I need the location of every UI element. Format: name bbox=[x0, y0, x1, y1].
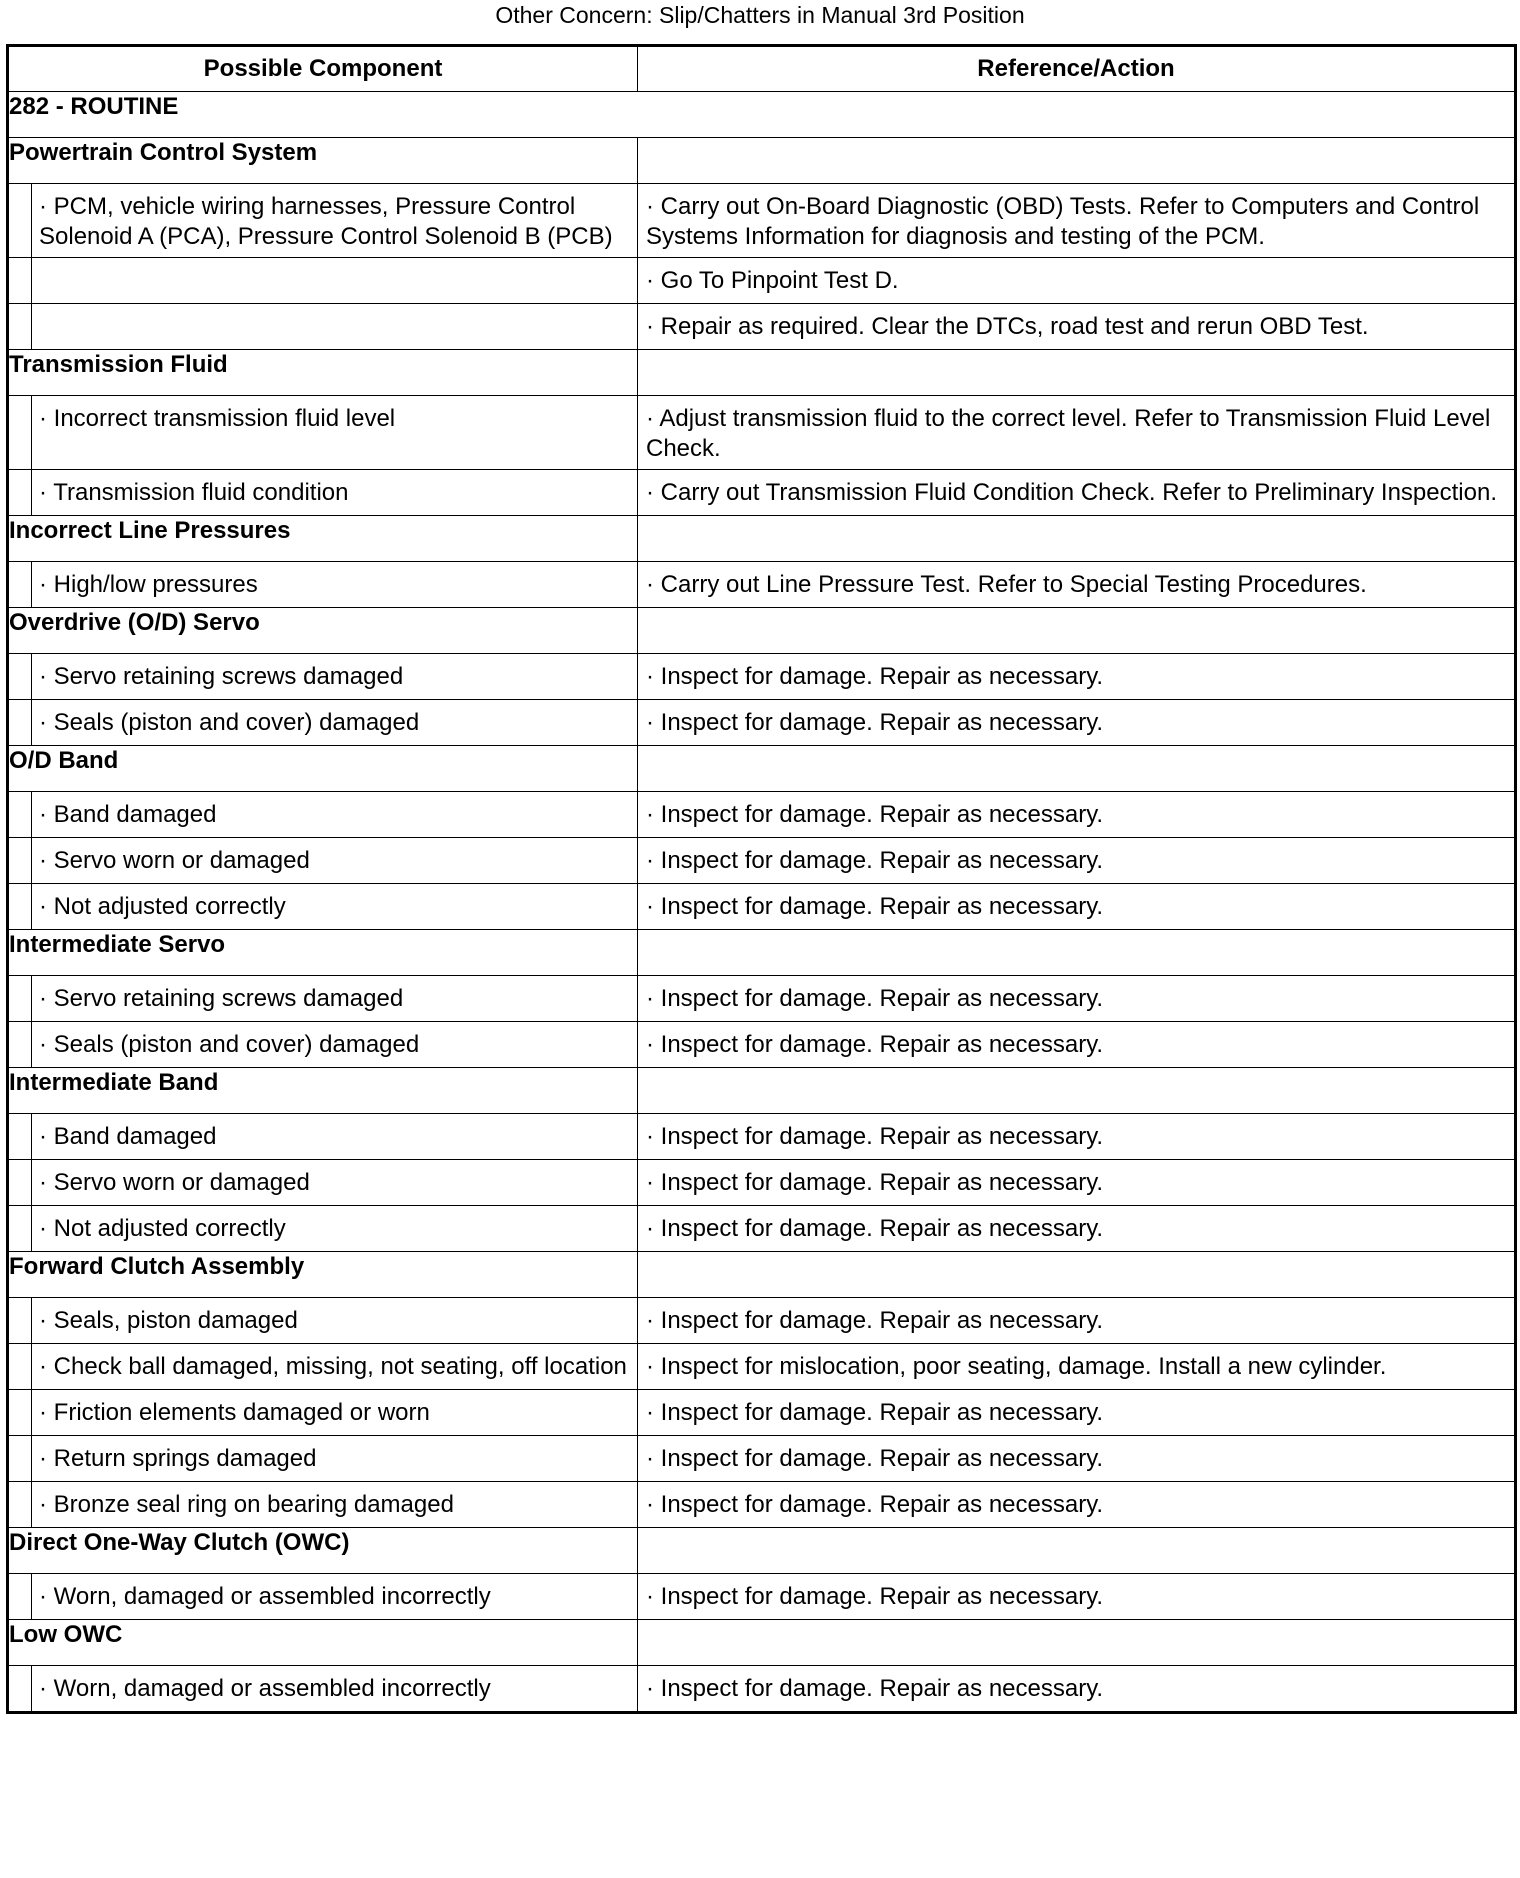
component-text: · Not adjusted correctly bbox=[39, 893, 286, 920]
action-cell bbox=[638, 884, 1516, 930]
component-text: · Servo worn or damaged bbox=[39, 1169, 310, 1196]
group-heading: Forward Clutch Assembly bbox=[8, 1252, 638, 1298]
component-cell bbox=[8, 700, 638, 746]
component-text: · Seals, piston damaged bbox=[39, 1307, 298, 1334]
table-row bbox=[8, 1298, 1516, 1344]
action-cell bbox=[638, 838, 1516, 884]
component-text: · Band damaged bbox=[39, 1123, 217, 1150]
component-text: · Servo retaining screws damaged bbox=[39, 985, 404, 1012]
indent-divider bbox=[9, 1436, 32, 1481]
table-row bbox=[8, 1160, 1516, 1206]
routine-label: 282 - ROUTINE bbox=[8, 92, 1516, 138]
component-cell bbox=[8, 304, 638, 350]
component-cell bbox=[8, 1666, 638, 1713]
action-text: · Inspect for damage. Repair as necessary. bbox=[646, 985, 1104, 1012]
indent-divider bbox=[9, 976, 32, 1021]
action-cell bbox=[638, 700, 1516, 746]
indent-divider bbox=[9, 1160, 32, 1205]
action-text: · Inspect for damage. Repair as necessary. bbox=[646, 1307, 1104, 1334]
group-heading: Direct One-Way Clutch (OWC) bbox=[8, 1528, 638, 1574]
group-heading-row bbox=[8, 746, 1516, 792]
component-cell bbox=[8, 1160, 638, 1206]
indent-divider bbox=[9, 1206, 32, 1251]
group-heading-empty-cell bbox=[638, 1068, 1516, 1114]
action-text: · Repair as required. Clear the DTCs, road test and rerun OBD Test. bbox=[646, 313, 1369, 340]
component-text: · Bronze seal ring on bearing damaged bbox=[39, 1491, 454, 1518]
table-row bbox=[8, 1114, 1516, 1160]
group-heading-empty-cell bbox=[638, 138, 1516, 184]
group-heading-row bbox=[8, 1252, 1516, 1298]
group-heading: Intermediate Servo bbox=[8, 930, 638, 976]
group-heading-empty-cell bbox=[638, 516, 1516, 562]
table-row bbox=[8, 258, 1516, 304]
table-row bbox=[8, 1436, 1516, 1482]
indent-divider bbox=[9, 184, 32, 257]
action-cell bbox=[638, 304, 1516, 350]
table-row bbox=[8, 838, 1516, 884]
action-text: · Inspect for damage. Repair as necessary. bbox=[646, 1491, 1104, 1518]
action-cell bbox=[638, 258, 1516, 304]
column-header-reference: Reference/Action bbox=[638, 46, 1516, 92]
action-cell bbox=[638, 1344, 1516, 1390]
component-text: · Return springs damaged bbox=[39, 1445, 317, 1472]
table-body bbox=[8, 92, 1516, 1713]
action-text: · Inspect for damage. Repair as necessary. bbox=[646, 1583, 1104, 1610]
table-header-row bbox=[8, 46, 1516, 92]
action-text: · Inspect for damage. Repair as necessary. bbox=[646, 801, 1104, 828]
action-cell bbox=[638, 1436, 1516, 1482]
component-text: · Band damaged bbox=[39, 801, 217, 828]
group-heading-row bbox=[8, 1528, 1516, 1574]
component-cell bbox=[8, 654, 638, 700]
component-text: · Transmission fluid condition bbox=[39, 479, 349, 506]
table-row bbox=[8, 976, 1516, 1022]
component-cell bbox=[8, 1022, 638, 1068]
group-heading-empty-cell bbox=[638, 746, 1516, 792]
action-text: · Carry out On-Board Diagnostic (OBD) Tests. Refer to Computers and Control Systems Information for diagnosis and testing of the PCM. bbox=[646, 193, 1480, 250]
group-heading-empty-cell bbox=[638, 930, 1516, 976]
component-text: · Seals (piston and cover) damaged bbox=[39, 709, 420, 736]
action-text: · Inspect for damage. Repair as necessary. bbox=[646, 1445, 1104, 1472]
action-text: · Adjust transmission fluid to the correct level. Refer to Transmission Fluid Level Check. bbox=[646, 405, 1491, 462]
component-cell bbox=[8, 1390, 638, 1436]
group-heading: Low OWC bbox=[8, 1620, 638, 1666]
component-cell bbox=[8, 470, 638, 516]
indent-divider bbox=[9, 1114, 32, 1159]
action-cell bbox=[638, 1160, 1516, 1206]
action-text: · Inspect for mislocation, poor seating, damage. Install a new cylinder. bbox=[646, 1353, 1387, 1380]
group-heading-empty-cell bbox=[638, 1252, 1516, 1298]
component-text: · Not adjusted correctly bbox=[39, 1215, 286, 1242]
table-row bbox=[8, 700, 1516, 746]
component-text bbox=[9, 304, 637, 318]
table-row bbox=[8, 1206, 1516, 1252]
component-cell bbox=[8, 1206, 638, 1252]
table-row bbox=[8, 562, 1516, 608]
component-text: · Servo retaining screws damaged bbox=[39, 663, 404, 690]
component-cell bbox=[8, 1574, 638, 1620]
indent-divider bbox=[9, 1574, 32, 1619]
table-row bbox=[8, 1022, 1516, 1068]
indent-divider bbox=[9, 396, 32, 469]
component-text: · Servo worn or damaged bbox=[39, 847, 310, 874]
component-cell bbox=[8, 396, 638, 470]
action-cell bbox=[638, 654, 1516, 700]
table-row bbox=[8, 184, 1516, 258]
table-row bbox=[8, 1390, 1516, 1436]
group-heading-row bbox=[8, 516, 1516, 562]
action-cell bbox=[638, 184, 1516, 258]
table-row bbox=[8, 1666, 1516, 1713]
group-heading-row bbox=[8, 138, 1516, 184]
table-row bbox=[8, 304, 1516, 350]
table-row bbox=[8, 1482, 1516, 1528]
group-heading-empty-cell bbox=[638, 608, 1516, 654]
group-heading-row bbox=[8, 350, 1516, 396]
group-heading-empty-cell bbox=[638, 1620, 1516, 1666]
group-heading-row bbox=[8, 1068, 1516, 1114]
group-heading: Intermediate Band bbox=[8, 1068, 638, 1114]
component-cell bbox=[8, 792, 638, 838]
indent-divider bbox=[9, 792, 32, 837]
indent-divider bbox=[9, 1344, 32, 1389]
action-cell bbox=[638, 976, 1516, 1022]
component-cell bbox=[8, 1114, 638, 1160]
group-heading-row bbox=[8, 1620, 1516, 1666]
action-text: · Inspect for damage. Repair as necessary. bbox=[646, 847, 1104, 874]
action-text: · Inspect for damage. Repair as necessary. bbox=[646, 1675, 1104, 1702]
component-text: · High/low pressures bbox=[39, 571, 258, 598]
action-text: · Inspect for damage. Repair as necessary. bbox=[646, 1169, 1104, 1196]
component-cell bbox=[8, 976, 638, 1022]
table-row bbox=[8, 884, 1516, 930]
indent-divider bbox=[9, 1022, 32, 1067]
component-cell bbox=[8, 562, 638, 608]
action-cell bbox=[638, 1298, 1516, 1344]
component-cell bbox=[8, 1344, 638, 1390]
component-text bbox=[9, 258, 637, 272]
column-header-component: Possible Component bbox=[8, 46, 638, 92]
indent-divider bbox=[9, 1666, 32, 1711]
component-cell bbox=[8, 1298, 638, 1344]
component-text: · Incorrect transmission fluid level bbox=[39, 405, 396, 432]
group-heading-row bbox=[8, 608, 1516, 654]
indent-divider bbox=[9, 700, 32, 745]
action-text: · Inspect for damage. Repair as necessary. bbox=[646, 1215, 1104, 1242]
page-title: Other Concern: Slip/Chatters in Manual 3rd Position bbox=[495, 2, 1025, 28]
action-text: · Go To Pinpoint Test D. bbox=[646, 267, 899, 294]
action-cell bbox=[638, 1022, 1516, 1068]
action-cell bbox=[638, 470, 1516, 516]
table-row bbox=[8, 470, 1516, 516]
action-cell bbox=[638, 792, 1516, 838]
group-heading-row bbox=[8, 930, 1516, 976]
action-cell bbox=[638, 1482, 1516, 1528]
action-text: · Inspect for damage. Repair as necessary. bbox=[646, 1123, 1104, 1150]
action-text: · Inspect for damage. Repair as necessary. bbox=[646, 893, 1104, 920]
action-cell bbox=[638, 396, 1516, 470]
action-cell bbox=[638, 1390, 1516, 1436]
indent-divider bbox=[9, 1390, 32, 1435]
action-text: · Inspect for damage. Repair as necessary. bbox=[646, 1399, 1104, 1426]
diagnosis-table bbox=[6, 44, 1517, 1714]
indent-divider bbox=[9, 884, 32, 929]
component-cell bbox=[8, 884, 638, 930]
action-cell bbox=[638, 1666, 1516, 1713]
action-text: · Inspect for damage. Repair as necessary. bbox=[646, 663, 1104, 690]
component-cell bbox=[8, 184, 638, 258]
action-cell bbox=[638, 1206, 1516, 1252]
action-text: · Carry out Transmission Fluid Condition Check. Refer to Preliminary Inspection. bbox=[646, 479, 1497, 506]
component-cell bbox=[8, 1482, 638, 1528]
group-heading: Overdrive (O/D) Servo bbox=[8, 608, 638, 654]
group-heading: Incorrect Line Pressures bbox=[8, 516, 638, 562]
component-text: · Worn, damaged or assembled incorrectly bbox=[39, 1583, 491, 1610]
action-text: · Carry out Line Pressure Test. Refer to Special Testing Procedures. bbox=[646, 571, 1367, 598]
group-heading: O/D Band bbox=[8, 746, 638, 792]
group-heading: Powertrain Control System bbox=[8, 138, 638, 184]
table-row bbox=[8, 654, 1516, 700]
component-cell bbox=[8, 838, 638, 884]
component-text: · Worn, damaged or assembled incorrectly bbox=[39, 1675, 491, 1702]
indent-divider bbox=[9, 654, 32, 699]
indent-divider bbox=[9, 562, 32, 607]
component-cell bbox=[8, 1436, 638, 1482]
action-cell bbox=[638, 1574, 1516, 1620]
component-text: · PCM, vehicle wiring harnesses, Pressure Control Solenoid A (PCA), Pressure Control Solenoid B (PCB) bbox=[39, 193, 613, 250]
indent-divider bbox=[9, 838, 32, 883]
action-text: · Inspect for damage. Repair as necessary. bbox=[646, 1031, 1104, 1058]
action-cell bbox=[638, 1114, 1516, 1160]
group-heading-empty-cell bbox=[638, 350, 1516, 396]
indent-divider bbox=[9, 470, 32, 515]
indent-divider bbox=[9, 304, 32, 349]
table-row bbox=[8, 1574, 1516, 1620]
component-text: · Check ball damaged, missing, not seating, off location bbox=[39, 1353, 627, 1380]
indent-divider bbox=[9, 1298, 32, 1343]
component-text: · Friction elements damaged or worn bbox=[39, 1399, 430, 1426]
component-text: · Seals (piston and cover) damaged bbox=[39, 1031, 420, 1058]
action-text: · Inspect for damage. Repair as necessary. bbox=[646, 709, 1104, 736]
group-heading: Transmission Fluid bbox=[8, 350, 638, 396]
table-row bbox=[8, 396, 1516, 470]
indent-divider bbox=[9, 258, 32, 303]
routine-row bbox=[8, 92, 1516, 138]
indent-divider bbox=[9, 1482, 32, 1527]
action-cell bbox=[638, 562, 1516, 608]
table-row bbox=[8, 792, 1516, 838]
component-cell bbox=[8, 258, 638, 304]
group-heading-empty-cell bbox=[638, 1528, 1516, 1574]
table-row bbox=[8, 1344, 1516, 1390]
